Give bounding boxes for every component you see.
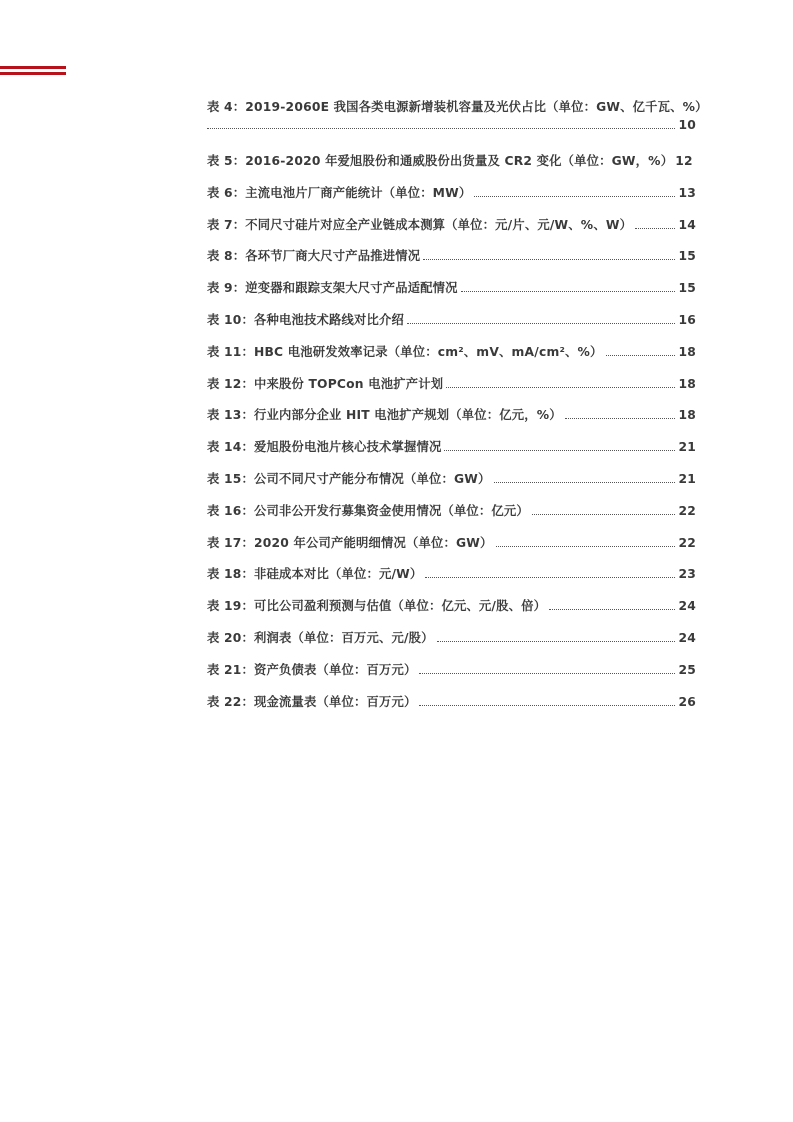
toc-entry[interactable] xyxy=(207,470,696,502)
toc-entry-label: 表 22：现金流量表（单位：百万元） xyxy=(207,694,417,709)
toc-entry[interactable] xyxy=(207,629,696,661)
toc-leader-dots xyxy=(461,290,676,292)
toc-leader-dots xyxy=(606,354,676,356)
toc-entry-page: 22 xyxy=(678,535,696,550)
toc-entry-page: 21 xyxy=(678,440,696,455)
toc-leader-dots xyxy=(635,227,675,229)
toc-entry-page: 12 xyxy=(675,154,693,168)
toc-entry-label: 表 14：爱旭股份电池片核心技术掌握情况 xyxy=(207,440,442,455)
toc-leader-dots xyxy=(207,127,675,129)
toc-entry-page: 26 xyxy=(678,694,696,709)
toc-entry[interactable] xyxy=(207,311,696,343)
toc-entry-page: 23 xyxy=(678,567,696,582)
toc-entry-label: 表 11：HBC 电池研发效率记录（单位：cm²、mV、mA/cm²、%） xyxy=(207,344,603,359)
toc-entry-label: 表 18：非硅成本对比（单位：元/W） xyxy=(207,567,423,582)
toc-leader-dots xyxy=(419,672,675,674)
toc-entry-label: 表 20：利润表（单位：百万元、元/股） xyxy=(207,630,434,645)
toc-entry[interactable] xyxy=(207,343,696,375)
toc-entry[interactable] xyxy=(207,247,696,279)
toc-entry[interactable] xyxy=(207,565,696,597)
toc-entry[interactable] xyxy=(207,661,696,693)
toc-entry-page: 10 xyxy=(678,118,696,132)
toc-entry-page: 24 xyxy=(678,599,696,614)
toc-entry-label: 表 12：中来股份 TOPCon 电池扩产计划 xyxy=(207,376,444,391)
toc-entry-label: 表 17：2020 年公司产能明细情况（单位：GW） xyxy=(207,535,493,550)
toc-leader-dots xyxy=(494,481,676,483)
toc-leader-dots xyxy=(446,386,675,388)
toc-entry-label: 表 7：不同尺寸硅片对应全产业链成本测算（单位：元/片、元/W、%、W） xyxy=(207,217,633,232)
toc-entry-label: 表 5：2016-2020 年爱旭股份和通威股份出货量及 CR2 变化（单位：GW，%） xyxy=(207,154,674,168)
header-accent-bar-bottom xyxy=(0,72,66,75)
toc-entry[interactable] xyxy=(207,375,696,407)
toc-entry-page: 18 xyxy=(678,408,696,423)
toc-entry[interactable] xyxy=(207,98,708,152)
header-accent-bar-top xyxy=(0,66,66,69)
toc-entry[interactable] xyxy=(207,693,696,725)
toc-entry-page: 21 xyxy=(678,471,696,486)
toc-leader-dots xyxy=(532,513,676,515)
toc-leader-dots xyxy=(444,449,675,451)
toc-leader-dots xyxy=(437,640,676,642)
toc-leader-dots xyxy=(423,258,675,260)
toc-entry-label: 表 9：逆变器和跟踪支架大尺寸产品适配情况 xyxy=(207,281,458,296)
toc-entry[interactable] xyxy=(207,216,696,248)
toc-entry-label: 表 13：行业内部分企业 HIT 电池扩产规划（单位：亿元，%） xyxy=(207,408,562,423)
toc-entry-page: 16 xyxy=(678,312,696,327)
toc-entry-label: 表 8：各环节厂商大尺寸产品推进情况 xyxy=(207,249,421,264)
toc-entry-page: 18 xyxy=(678,344,696,359)
toc-entry[interactable] xyxy=(207,406,696,438)
toc-leader-dots xyxy=(407,322,676,324)
toc-entry[interactable] xyxy=(207,597,696,629)
toc-entry-page: 25 xyxy=(678,662,696,677)
toc-entry-label: 表 15：公司不同尺寸产能分布情况（单位：GW） xyxy=(207,471,491,486)
toc-leader-dots xyxy=(474,195,675,197)
toc-entry-label: 表 4：2019-2060E 我国各类电源新增装机容量及光伏占比（单位：GW、亿千瓦、%） xyxy=(207,100,708,114)
toc-entry[interactable] xyxy=(207,279,696,311)
toc-entry-label: 表 6：主流电池片厂商产能统计（单位：MW） xyxy=(207,185,472,200)
toc-entry[interactable] xyxy=(207,502,696,534)
toc-leader-dots xyxy=(425,576,675,578)
toc-leader-dots xyxy=(565,417,676,419)
toc-entry-page: 14 xyxy=(678,217,696,232)
toc-entry-page: 18 xyxy=(678,376,696,391)
toc-entry[interactable] xyxy=(207,534,696,566)
toc-entry-label: 表 16：公司非公开发行募集资金使用情况（单位：亿元） xyxy=(207,503,529,518)
toc-entry-page: 15 xyxy=(678,249,696,264)
toc-entry-page: 13 xyxy=(678,185,696,200)
toc-leader-dots xyxy=(496,545,676,547)
toc-entry-label: 表 21：资产负债表（单位：百万元） xyxy=(207,662,417,677)
toc-entry-label: 表 19：可比公司盈利预测与估值（单位：亿元、元/股、倍） xyxy=(207,599,547,614)
toc-entry-page: 22 xyxy=(678,503,696,518)
toc-entry-page: 24 xyxy=(678,630,696,645)
toc-leader-dots xyxy=(549,608,675,610)
toc-entry[interactable] xyxy=(207,438,696,470)
toc-entry[interactable] xyxy=(207,152,696,184)
toc-entry-page: 15 xyxy=(678,281,696,296)
toc-leader-dots xyxy=(419,704,675,706)
toc-entry-label: 表 10：各种电池技术路线对比介绍 xyxy=(207,312,404,327)
table-of-contents xyxy=(207,98,708,724)
toc-entry[interactable] xyxy=(207,184,696,216)
